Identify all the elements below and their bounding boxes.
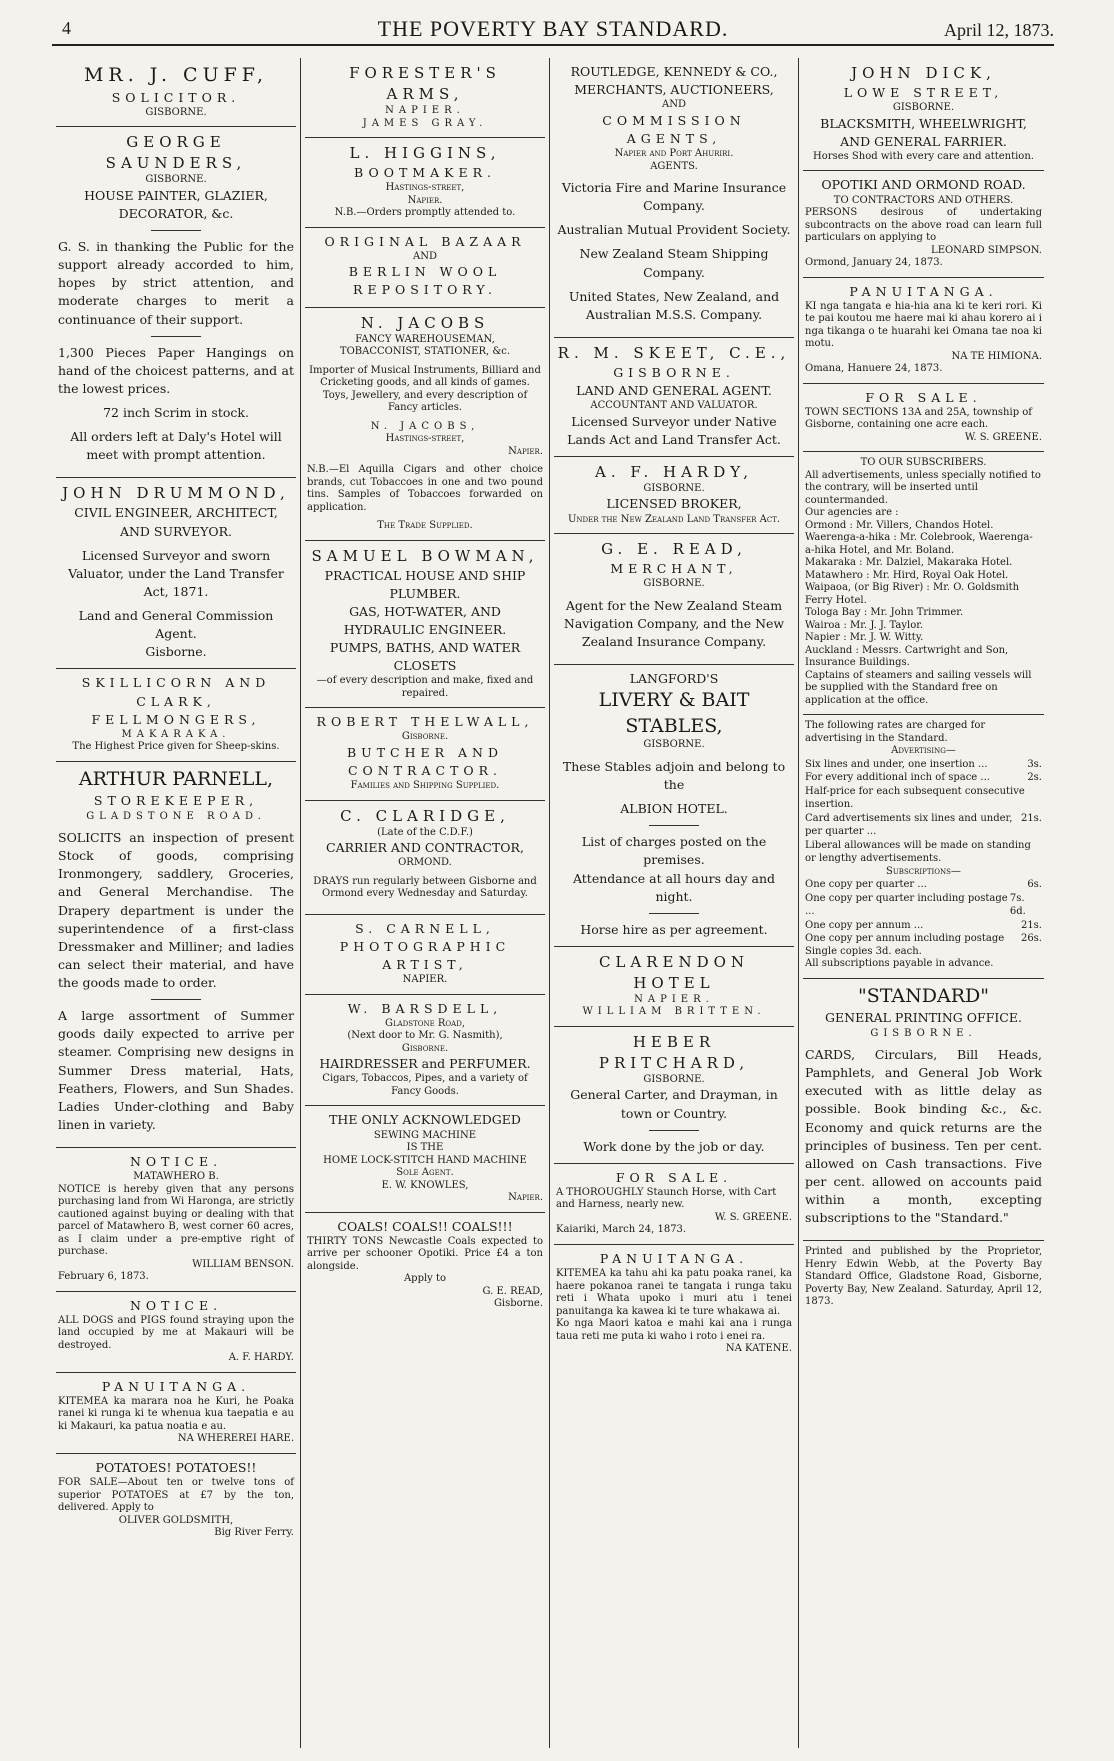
ad-place: Napier. (407, 194, 443, 206)
ad-note: Families and Shipping Supplied. (350, 780, 500, 792)
ad-trade: General Carter, and Drayman, in town or Country. (570, 1087, 778, 1121)
ad-body: N.B.—Orders promptly attended to. (334, 207, 516, 219)
rate-label: One copy per annum ... (805, 919, 924, 931)
ad-printing-office (803, 979, 1044, 1242)
rate-price: 2s. (1027, 772, 1042, 784)
ad-place: NAPIER. (402, 974, 448, 986)
ad-place: Napier. (508, 1192, 543, 1203)
ad-note: The Trade Supplied. (377, 520, 473, 531)
ad-title: JOHN DICK, (851, 64, 996, 82)
ad-title: A. F. HARDY, (595, 462, 753, 481)
rate-row (805, 919, 1042, 933)
ad-for-sale-sections (803, 384, 1044, 453)
ad-body: Horses Shod with every care and attention. (813, 150, 1034, 162)
paper-title: THE POVERTY BAY STANDARD. (377, 16, 729, 41)
ad-skillicorn (56, 669, 296, 761)
rate-row (805, 839, 1042, 866)
notice-heading: PANUITANGA. (599, 1250, 749, 1266)
ad-trade: COMMISSION AGENTS, (602, 112, 746, 146)
ad-claridge (305, 801, 545, 915)
ad-title: GEORGE SAUNDERS, (105, 133, 247, 173)
ad-proprietor: WILLIAM BRITTEN. (582, 1006, 766, 1018)
ad-place: Napier. (508, 445, 543, 457)
ad-title: FORESTER'S ARMS, (349, 64, 501, 103)
ad-date: Kaiariki, March 24, 1873. (556, 1224, 687, 1236)
ad-langford (554, 665, 794, 947)
rate-label: One copy per quarter ... (805, 879, 927, 891)
ad-trade: PHOTOGRAPHIC ARTIST, (339, 938, 511, 972)
rates-heading: Advertising— (891, 745, 956, 757)
ad-place: GISBORNE. (892, 102, 955, 114)
ad-trade: CIVIL ENGINEER, ARCHITECT, AND SURVEYOR. (74, 505, 278, 539)
ad-body: A large assortment of Summer goods daily expected to arrive per steamer. Comprising new designs in Summer Dress material, Hats, Feathers, Flowers, and Sun Shades. Ladies Under-clothing and Baby linen in variety. (58, 1008, 294, 1132)
rate-price: 6s. (1027, 879, 1042, 891)
rate-row (805, 892, 1042, 919)
ad-title: POTATOES! POTATOES!! (95, 1459, 257, 1475)
ad-coals (305, 1213, 545, 1318)
agency-item: Auckland : Messrs. Cartwright and Son, Insurance Buildings. (805, 644, 1009, 669)
ad-drummond (56, 478, 296, 669)
rate-price: 26s. (1020, 933, 1042, 945)
notice-signature: NA KATENE. (725, 1343, 792, 1355)
notice-body: Ko nga Maori katoa e mahi kai ana i runga taua reti me puta ki waho i roto i enei ra. (556, 1318, 792, 1342)
imprint (803, 1241, 1044, 1316)
issue-date: April 12, 1873. (944, 20, 1054, 40)
ad-skeet (554, 338, 794, 457)
notice-date: February 6, 1873. (58, 1271, 149, 1283)
ad-trade: TOBACCONIST, STATIONER, &c. (339, 346, 511, 357)
ad-sewing-machine (305, 1106, 545, 1212)
ad-street: Hastings-street, (385, 433, 465, 444)
notice-heading: PANUITANGA. (101, 1378, 251, 1394)
ad-place: MAKARAKA. (121, 728, 231, 740)
ad-note: Apply to (403, 1273, 447, 1285)
ad-body: CARDS, Circulars, Bill Heads, Pamphlets, and General Job Work executed with as little delay as possible. Book binding &c., &c. Economy and quick returns are the principles of business. Ten per cent. allowed on Cash transactions. Five per cent. allowed on accounts paid within a month, excepting subscriptions to the "Standard." (805, 1047, 1042, 1226)
ad-title: THE ONLY ACKNOWLEDGED (329, 1112, 521, 1128)
ad-trade: HAIRDRESSER and PERFUMER. (319, 1056, 531, 1072)
rate-row (805, 771, 1042, 785)
ad-bowman (305, 541, 545, 709)
ad-note: (Next door to Mr. G. Nasmith), (347, 1030, 503, 1042)
ad-body: Licensed Surveyor and sworn Valuator, under the Land Transfer Act, 1871. (68, 547, 284, 599)
ad-agency: United States, New Zealand, and Australian M.S.S. Company. (568, 288, 780, 322)
ad-body: Work done by the job or day. (583, 1138, 765, 1154)
ad-body: PERSONS desirous of undertaking subcontracts on the above road can learn full particulars on applying to (805, 207, 1042, 243)
ad-place: GISBORNE. (643, 1073, 705, 1085)
ad-barsdell (305, 995, 545, 1107)
ad-place: ORMOND. (398, 857, 452, 869)
ad-street: Gladstone Road, (384, 1017, 466, 1029)
columns (52, 58, 1054, 1748)
divider (649, 825, 699, 826)
ad-jacobs (305, 308, 545, 541)
ad-title: SKILLICORN AND CLARK, (81, 675, 271, 709)
rate-row (805, 878, 1042, 892)
notice-heading: PANUITANGA. (849, 283, 998, 299)
column-2 (301, 58, 550, 1748)
rate-label: Six lines and under, one insertion ... (805, 758, 988, 770)
ad-place: Gisborne. (401, 1042, 449, 1054)
notice-heading: TO OUR SUBSCRIBERS. (860, 457, 987, 469)
rate-label: One copy per quarter including postage ... (805, 892, 1008, 918)
ad-note: Sole Agent. (396, 1167, 454, 1178)
rate-row (805, 758, 1042, 772)
ad-title: ROUTLEDGE, KENNEDY & CO., (570, 64, 778, 79)
ad-signature: E. W. KNOWLES, (381, 1179, 469, 1191)
ad-dick (803, 58, 1044, 171)
ad-bazaar (305, 228, 545, 308)
ad-body: All orders left at Daly's Hotel will meet with prompt attention. (70, 429, 282, 463)
ad-body: —of every description and make, fixed and repaired. (316, 675, 534, 699)
ad-trade: GAS, HOT-WATER, AND HYDRAULIC ENGINEER. (343, 603, 507, 637)
rate-price: 21s. (1020, 919, 1042, 931)
rate-label: Half-price for each subsequent consecutive insertion. (805, 785, 1025, 811)
notice-body: KITEMEA ka marara noa he Kuri, he Poaka ranei ki runga ki te whenua kua taepatia e au ki Makauri, ka patua noatia e au. (58, 1395, 294, 1432)
ad-body: FOR SALE—About ten or twelve tons of superior POTATOES at £7 by the ton, delivered. Apply to (58, 1477, 294, 1514)
ad-title: L. HIGGINS, (349, 144, 501, 162)
ad-trade: BOOTMAKER. (354, 165, 496, 180)
ad-trade: BLACKSMITH, WHEELWRIGHT, AND GENERAL FARRIER. (820, 115, 1027, 149)
rate-label: Liberal allowances will be made on standing or lengthy advertisements. (805, 839, 1031, 865)
ad-body: 1,300 Pieces Paper Hangings on hand of the choicest patterns, and at the lowest prices. (58, 344, 294, 396)
ad-trade: PRACTICAL HOUSE AND SHIP PLUMBER. (324, 567, 526, 601)
ad-agency: New Zealand Steam Shipping Company. (579, 246, 769, 280)
ad-trade: GENERAL PRINTING OFFICE. (825, 1010, 1022, 1026)
ad-conjunction: AND (413, 250, 437, 262)
ad-place: Napier and Port Ahuriri. (614, 148, 734, 159)
ad-trade: SOLICITOR. (111, 89, 241, 105)
notice-body: ALL DOGS and PIGS found straying upon the land occupied by me at Makauri will be destroyed. (58, 1314, 294, 1351)
divider (649, 1130, 699, 1131)
ad-title: MR. J. CUFF, (83, 64, 269, 86)
ad-heading: FOR SALE. (615, 1169, 733, 1185)
ad-street: LOWE STREET, (843, 85, 1004, 100)
ad-signature: N. JACOBS, (370, 420, 480, 432)
ad-trade: CARRIER AND CONTRACTOR, (326, 840, 524, 856)
ad-title: COALS! COALS!! COALS!!! (337, 1218, 513, 1234)
notice-signature: WILLIAM BENSON. (192, 1258, 294, 1270)
ad-carnell (305, 915, 545, 995)
ad-heading: OPOTIKI AND ORMOND ROAD. (821, 177, 1026, 193)
ad-body: Importer of Musical Instruments, Billiard and Cricketing goods, and all kinds of games. Toys, Jewellery, and every description of Fancy articles. (309, 364, 541, 413)
ad-place: GLADSTONE ROAD. (86, 810, 266, 822)
ad-title: ARTHUR PARNELL, (78, 767, 274, 790)
agency-item: Tologa Bay : Mr. John Trimmer. (805, 607, 964, 619)
notice-signature: NA WHEREREI HARE. (177, 1433, 294, 1445)
ad-cuff (56, 58, 296, 127)
ad-trade: LIVERY & BAIT STABLES, (598, 689, 750, 737)
ad-pritchard (554, 1027, 794, 1164)
ad-place: GISBORNE. (870, 1027, 977, 1039)
agency-item: Waipaoa, (or Big River) : Mr. O. Goldsmith Ferry Hotel. (805, 582, 1020, 606)
rate-row (805, 932, 1042, 946)
ad-title: C. CLARIDGE, (340, 806, 510, 825)
ad-trade: HOUSE PAINTER, GLAZIER, (84, 187, 268, 203)
ad-hotel: ALBION HOTEL. (620, 801, 728, 817)
notice-signature: NA TE HIMIONA. (951, 350, 1042, 362)
masthead (52, 14, 1054, 46)
ad-body: List of charges posted on the premises. (581, 834, 767, 868)
ad-trade: MERCHANT, (610, 561, 738, 576)
rate-price: 7s. 6d. (1009, 892, 1026, 918)
ad-street: Hastings-street, (385, 182, 465, 194)
notice-heading: NOTICE. (129, 1297, 223, 1313)
agency-item: Wairoa : Mr. J. J. Taylor. (805, 619, 924, 631)
ad-title: HEBER PRITCHARD, (598, 1032, 750, 1072)
ad-heading: FOR SALE. (865, 389, 982, 405)
ad-body: THIRTY TONS Newcastle Coals expected to arrive per schooner Opotiki. Price £4 a ton alongside. (307, 1235, 543, 1272)
ad-title: ORIGINAL BAZAAR (324, 233, 526, 249)
ad-place: GISBORNE. (643, 739, 705, 751)
ad-trade: PUMPS, BATHS, AND WATER CLOSETS (329, 640, 521, 674)
ad-title: SAMUEL BOWMAN, (311, 546, 539, 565)
rate-label: For every additional inch of space ... (805, 772, 990, 784)
ad-read (554, 534, 794, 665)
ad-body: 72 inch Scrim in stock. (103, 405, 249, 421)
ad-trade: Licensed Surveyor under Native Lands Act and Land Transfer Act. (567, 413, 781, 447)
ad-title: G. E. READ, (601, 540, 747, 558)
ad-place: GISBORNE. (643, 482, 705, 494)
agency-item: Ormond : Mr. Villers, Chandos Hotel. (805, 519, 994, 531)
ad-body: Land and General Commission Agent. (78, 608, 274, 642)
ad-routledge (554, 58, 794, 338)
column-1 (52, 58, 301, 1748)
ad-body: The Highest Price given for Sheep-skins. (72, 741, 280, 753)
rates-note: All subscriptions payable in advance. (805, 958, 994, 970)
agency-item: Matawhero : Mr. Hird, Royal Oak Hotel. (805, 569, 1009, 581)
ad-title: LANGFORD'S (629, 671, 719, 686)
ad-trade: STOREKEEPER, (93, 793, 259, 809)
imprint-text: Printed and published by the Proprietor, Henry Edwin Webb, at the Poverty Bay Standard Office, Gladstone Road, Gisborne, Poverty Bay, New Zealand. Saturday, April 12, 1873. (805, 1246, 1042, 1308)
rates-heading: Subscriptions— (886, 865, 961, 877)
panuitanga-makauri (56, 1373, 296, 1454)
ad-signature: OLIVER GOLDSMITH, (118, 1514, 234, 1526)
ad-body: N.B.—El Aquilla Cigars and other choice brands, cut Tobaccoes in one and two pound tins. Samples of Tobaccoes forwarded on application. (307, 464, 543, 513)
notice-heading: NOTICE. (129, 1154, 223, 1170)
divider (649, 913, 699, 914)
ad-place: GISBORNE. (643, 578, 705, 590)
rate-price: 21s. (1020, 812, 1042, 824)
notice-body: Captains of steamers and sailing vessels will be supplied with the Standard free on application at the office. (805, 669, 1032, 706)
ad-body: Attendance at all hours day and night. (572, 870, 776, 904)
ad-trade: BUTCHER AND CONTRACTOR. (346, 744, 504, 778)
ad-subheading: AGENTS. (650, 160, 698, 172)
rate-row (805, 812, 1042, 839)
ad-trade: FANCY WAREHOUSEMAN, (355, 333, 495, 345)
ad-place: NAPIER. (385, 105, 465, 116)
column-4 (799, 58, 1048, 1748)
page-number: 4 (62, 18, 71, 38)
ad-body: Cigars, Tobaccos, Pipes, and a variety of Fancy Goods. (322, 1073, 528, 1097)
ad-body: DRAYS run regularly between Gisborne and Ormond every Wednesday and Saturday. (313, 875, 537, 900)
notice-dogs (56, 1292, 296, 1373)
ad-title: CLARENDON HOTEL (598, 952, 750, 992)
ad-for-sale-horse (554, 1164, 794, 1245)
agency-item: Waerenga-a-hika : Mr. Colebrook, Waerenga-a-hika Hotel, and Mr. Boland. (805, 532, 1033, 556)
ad-agency: Australian Mutual Provident Society. (557, 222, 791, 238)
ad-date: Ormond, January 24, 1873. (805, 257, 943, 268)
ad-body: These Stables adjoin and belong to the (562, 758, 786, 793)
notice-date: Omana, Hanuere 24, 1873. (805, 363, 943, 375)
ad-trade: LAND AND GENERAL AGENT. (576, 383, 772, 398)
ad-title: BERLIN WOOL REPOSITORY. (348, 264, 502, 298)
ad-saunders (56, 127, 296, 478)
ad-place: GISBORNE. (145, 174, 207, 186)
agency-item: Napier : Mr. J. W. Witty. (805, 632, 924, 644)
ad-proprietor: JAMES GRAY. (362, 117, 488, 129)
rates-note: Single copies 3d. each. (805, 945, 922, 957)
divider (151, 230, 201, 231)
ad-trade: FELLMONGERS, (91, 711, 261, 727)
ad-signature: W. S. GREENE. (964, 431, 1042, 443)
rate-label: Card advertisements six lines and under, per quarter ... (805, 812, 1013, 838)
ad-title: R. M. SKEET, C.E., (557, 343, 791, 362)
divider (151, 999, 201, 1000)
ad-title: S. CARNELL, (355, 920, 495, 936)
divider (151, 336, 201, 337)
rates-table (803, 715, 1044, 979)
agency-item: Makaraka : Mr. Dalziel, Makaraka Hotel. (805, 557, 1013, 569)
ad-potatoes (56, 1454, 296, 1547)
ad-title: SEWING MACHINE (373, 1129, 477, 1141)
ad-note: Under the New Zealand Land Transfer Act. (567, 513, 781, 525)
ad-agency: Victoria Fire and Marine Insurance Company. (561, 180, 787, 214)
notice-body: KI nga tangata e hia-hia ana ki te keri rori. Ki te pai koutou me haere mai ki ahau korero ai i nga tikanga o te huarahi kei Omana tae noa ki motu. (805, 300, 1042, 350)
ad-note: (Late of the C.D.F.) (377, 826, 473, 838)
notice-matawhero (56, 1148, 296, 1292)
ad-place: Big River Ferry. (214, 1527, 294, 1539)
rate-price: 3s. (1027, 758, 1042, 770)
notice-signature: A. F. HARDY. (228, 1352, 294, 1364)
ad-signature: G. E. READ, (482, 1285, 543, 1297)
ad-opotiki-road (803, 171, 1044, 277)
ad-title: HOME LOCK-STITCH HAND MACHINE (323, 1154, 527, 1166)
ad-title: ROBERT THELWALL, (316, 714, 534, 730)
ad-hardy (554, 457, 794, 534)
ad-body: TOWN SECTIONS 13A and 25A, township of Gisborne, containing one acre each. (805, 406, 1032, 431)
ad-body: G. S. in thanking the Public for the support already accorded to him, hopes by strict attention, and moderate charges to merit a continuance of their support. (58, 239, 294, 327)
ad-thelwall (305, 708, 545, 800)
ad-title: JOHN DRUMMOND, (62, 484, 290, 503)
ad-forester (305, 58, 545, 138)
ad-place: GISBORNE. (613, 364, 735, 380)
ad-conjunction: AND (662, 99, 686, 111)
ad-trade: ACCOUNTANT AND VALUATOR. (590, 400, 758, 412)
ad-title: W. BARSDELL, (347, 1000, 503, 1016)
ad-trade: DECORATOR, &c. (118, 205, 234, 221)
ad-place: GISBORNE. (145, 106, 207, 118)
agencies-label: Our agencies are : (805, 507, 899, 519)
ad-subheading: TO CONTRACTORS AND OTHERS. (833, 194, 1014, 206)
panuitanga-omana (803, 278, 1044, 384)
ad-title: N. JACOBS (360, 313, 490, 332)
ad-body: Agent for the New Zealand Steam Navigation Company, and the New Zealand Insurance Company. (563, 597, 785, 649)
rate-label: One copy per annum including postage (805, 933, 1005, 945)
notice-body: NOTICE is hereby given that any persons purchasing land from Wi Haronga, are strictly cautioned against buying or dealing with that parcel of Matawhero B, west corner 60 acres, as I claim under a pre-emptive right of purchase. (58, 1183, 294, 1258)
ad-place: Gisborne. (401, 731, 449, 743)
panuitanga-whata (554, 1245, 794, 1363)
ad-parnell (56, 762, 296, 1148)
ad-clarendon (554, 947, 794, 1027)
ad-trade: LICENSED BROKER, (606, 496, 742, 512)
notice-subheading: MATAWHERO B. (133, 1171, 219, 1183)
ad-body: Horse hire as per agreement. (580, 921, 768, 937)
ad-conjunction: IS THE (406, 1142, 444, 1153)
ad-title: "STANDARD" (858, 984, 989, 1007)
notice-body: KITEMEA ka tahu ahi ka patu poaka ranei, ka haere pokanoa ranei te tangata i runga taku reti i Whata upoko i muri atu i tenei panuitanga ka kawea ki te ture whakawa ai. (556, 1268, 792, 1317)
rates-intro: The following rates are charged for advertising in the Standard. (805, 720, 986, 744)
ad-body: A THOROUGHLY Staunch Horse, with Cart and Harness, nearly new. (556, 1186, 777, 1211)
ad-place: NAPIER. (634, 993, 714, 1005)
rate-row (805, 785, 1042, 812)
subscribers-notice (803, 452, 1044, 715)
ad-body: SOLICITS an inspection of present Stock of goods, comprising Ironmongery, saddlery, Groceries, and General Merchandise. The Drapery department is under the superintendence of a first-class Dressmaker and Milliner; and ladies can select their material, and have the goods made to order. (58, 830, 294, 991)
ad-signature: LEONARD SIMPSON. (931, 244, 1042, 256)
ad-trade: MERCHANTS, AUCTIONEERS, (574, 82, 774, 98)
ad-place: Gisborne. (493, 1298, 543, 1310)
ad-higgins (305, 138, 545, 228)
column-3 (550, 58, 799, 1748)
notice-body: All advertisements, unless specially notified to the contrary, will be inserted until countermanded. (805, 469, 1041, 506)
ad-place: Gisborne. (145, 644, 207, 660)
ad-signature: W. S. GREENE. (714, 1211, 792, 1223)
